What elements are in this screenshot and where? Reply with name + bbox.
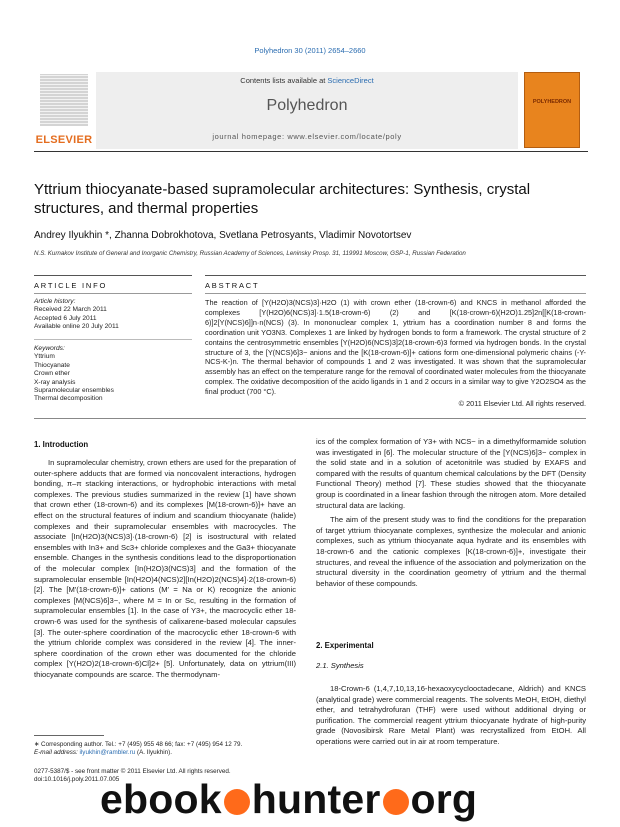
author-affiliation: N.S. Kurnakov Institute of General and Inorganic Chemistry, Russian Academy of Sciences, Leninsky Prosp. 31, 119991 Moscow, GSP-1, Russian Federation [34, 250, 466, 257]
introduction-column-left [34, 458, 296, 680]
keyword: Thiocyanate [34, 361, 70, 369]
article-info-heading: ARTICLE INFO [34, 281, 108, 290]
keyword: Crown ether [34, 370, 70, 378]
watermark-dot-icon [224, 789, 250, 815]
issn-line: 0277-5387/$ - see front matter © 2011 Elsevier Ltd. All rights reserved. [34, 768, 231, 775]
synthesis-subheading: 2.1. Synthesis [316, 661, 364, 670]
keyword: Thermal decomposition [34, 395, 103, 403]
experimental-heading: 2. Experimental [316, 641, 374, 650]
author-email-link[interactable]: ilyukhin@rambler.ru [79, 749, 136, 757]
history-received: Received 22 March 2011 [34, 306, 107, 314]
divider [34, 339, 192, 340]
abstract-text: The reaction of [Y(H2O)3(NCS)3]·H2O (1) with crown ether (18-crown-6) and KNCS in methanol afforded the complexes [Y(H2O)6(NCS)3]·1.5(18-crown-6) (2) and [K(18-crown-6)(H2O)1.25]2n[[K(18-crown-6)]2[Y(NCS)6]]n·n(NCS) (3). In mononuclear complex 1, yttrium has a coordination number 8 and forms the coordination unit YO3N3. Complexes 1 are linked by hydrogen bonds to form a framework. The crystal structure of 2 contains the centrosymmetric ensembles [Y(H2O)6(NCS)3]2(18-crown-6)3 formed via hydrogen bonds. In the crystal structure of 3, the [Y(NCS)6]3− anions and the [K(18-crown-6)]+ cations form one-dimensional polymeric chains (-Y-NCS-K-)n. The thermal behavior of compounds 1 and 2 was investigated. It was shown that the supramolecular assembly has an effect on the temperature range for the removal of coordinated water molecules from the thiocyanate complex. The oxidative decomposition of the acido ligands in 1 and 2 occurs in a similar way to give Y2O2SO4 as the final product (700 °C). [205, 298, 586, 397]
divider [34, 418, 586, 419]
divider [205, 293, 586, 294]
journal-name: Polyhedron [266, 97, 348, 114]
introduction-column-right [316, 437, 586, 589]
synthesis-paragraph-block [316, 684, 586, 748]
watermark-word: hunter [251, 776, 381, 822]
footnote-divider [34, 735, 104, 736]
abstract-copyright: © 2011 Elsevier Ltd. All rights reserved. [458, 399, 586, 408]
history-accepted: Accepted 6 July 2011 [34, 314, 97, 322]
introduction-heading: 1. Introduction [34, 440, 89, 449]
watermark [100, 776, 620, 823]
contents-available-line [96, 76, 518, 85]
introduction-paragraph: In supramolecular chemistry, crown ethers are used for the preparation of outer-sphere adducts that are formed via noncovalent interactions, hydrogen bonding, π–π stacking interactions, or hydrophobic interactions with metal complexes. The previous studies summarized in the review [1] have shown that crown ether (18-crown-6) and its complexes [M(18-crown-6)]+ have an effect on the structural features of indium and scandium thiocyanate (halide) complexes and their supramolecular ensembles with macrocycles. The associate [In(H2O)3(NCS)3]·(18-crown-6) [2] is isostructural with related ensembles with In3+ and Sc3+ chloride complexes and the Ga3+ thiocyanate ensemble. Changes in the synthesis conditions lead to the disproportionation of the molecular complex [In(H2O)3(NCS)3] and the formation of the supramolecular ensemble [In(H2O)4(NCS)2][In(H2O)2(NCS)4]·2(18-crown-6) [2]. The [M′(18-crown-6)]+ cations (M′ = Na or K) recognize the anionic complexes [M(NCS)6]3−, where M = In or Sc, resulting in the formation of supramolecular ensembles [1]. In the case of Y3+, the macrocyclic ether 18-crown-6 was used for the synthesis of calixarene-based molecular capsules [3]. The outer-sphere coordination of the macrocyclic ether 18-crown-6 with the yttrium chloride complex was considered in the review [4]. The inner-sphere coordination of the crown ether was documented for the chloride complex [Y(H2O)2(18-crown-6)Cl]2+ [5]. Unfortunately, data on yttrium(III) thiocyanate compounds are scarce. The thermodynam- [34, 458, 296, 679]
keywords-list [34, 345, 192, 404]
history-online: Available online 20 July 2011 [34, 323, 119, 331]
divider [205, 275, 586, 276]
elsevier-tree-icon [40, 74, 88, 126]
corresponding-author-contact: ∗ Corresponding author. Tel.: +7 (495) 955 48 66; fax: +7 (495) 954 12 79. [34, 741, 243, 748]
synthesis-paragraph: 18-Crown-6 (1,4,7,10,13,16-hexaoxycyclooctadecane, Aldrich) and KNCS (analytical grade) were commercial reagents. The solvents MeOH, EtOH, diethyl ether, and tetrahydrofuran (THF) were used without additional drying or purification. The commercial reagent yttrium thiocyanate hydrate of high-purity grade (Novosibirsk Rare Metal Plant) was recrystallized from EtOH. All operations were carried out in air at room temperature. [316, 684, 586, 746]
journal-cover-image [524, 72, 580, 148]
article-title: Yttrium thiocyanate-based supramolecular architectures: Synthesis, crystal structures, and thermal properties [34, 181, 531, 217]
keyword: X-ray analysis [34, 378, 76, 386]
introduction-paragraph-continued: ics of the complex formation of Y3+ with NCS− in a dimethylformamide solution was investigated in [6]. The molecular structure of the [Y(NCS)6]3− complex in the solid state and in a solution of acetonitrile was studied by EXAFS and compared with the results of quantum chemical calculations by the DFT (Density Functional Theory) method [7]. These studies showed that the thiocyanate group is coordinated in a linear fashion through the nitrogen atom. More detailed structural data are lacking. [316, 437, 586, 510]
history-label: Article history: [34, 298, 76, 305]
journal-citation[interactable]: Polyhedron 30 (2011) 2654–2660 [254, 46, 366, 55]
divider [34, 275, 192, 276]
corresponding-author-footnote [34, 741, 296, 757]
article-authors: Andrey Ilyukhin *, Zhanna Dobrokhotova, Svetlana Petrosyants, Vladimir Novotortsev [34, 230, 412, 241]
watermark-word: org [410, 776, 478, 822]
email-suffix: (A. Ilyukhin). [137, 749, 172, 757]
watermark-dot-icon [383, 789, 409, 815]
elsevier-logo [34, 72, 94, 148]
publisher-logo-text: ELSEVIER [35, 134, 93, 146]
keyword: Supramolecular ensembles [34, 387, 114, 395]
keywords-label: Keywords: [34, 345, 65, 352]
keyword: Yttrium [34, 353, 55, 361]
doi-link[interactable]: doi:10.1016/j.poly.2011.07.005 [34, 776, 120, 784]
article-history [34, 298, 192, 332]
cover-title: POLYHEDRON [532, 99, 572, 105]
email-label: E-mail address: [34, 749, 78, 757]
contents-prefix: Contents lists available at [240, 76, 326, 85]
watermark-word: ebook [100, 776, 222, 822]
sciencedirect-link[interactable]: ScienceDirect [327, 76, 374, 85]
introduction-aim-paragraph: The aim of the present study was to find the conditions for the preparation of target yttrium thiocyanate complexes, synthesize the molecular and anionic complexes, such as yttrium thiocyanate aqua hydrate and its ensembles with 18-crown-6 and the cationic complexes [K(18-crown-6)]+, investigate their structures, and reveal the influence of the association and polymerization on the structural diversity in the coordination geometry of yttrium and the thermal behavior of these compounds. [316, 515, 586, 588]
abstract-heading: ABSTRACT [205, 281, 260, 290]
journal-homepage[interactable]: journal homepage: www.elsevier.com/locate/poly [212, 132, 402, 141]
divider [34, 293, 192, 294]
